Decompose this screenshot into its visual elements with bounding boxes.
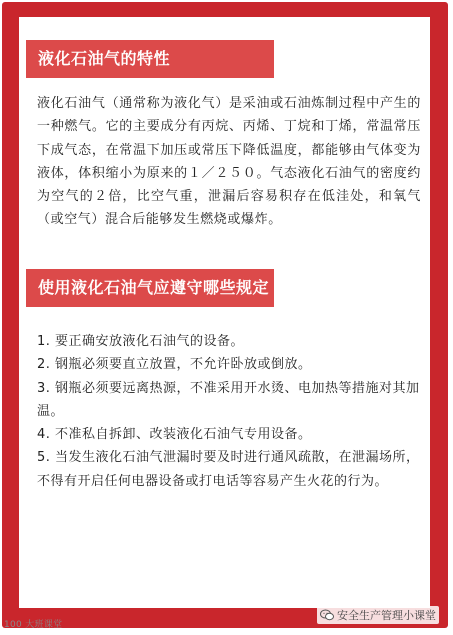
- list-item: 3. 钢瓶必须要远离热源，不准采用开水烫、电加热等措施对其加温。: [37, 380, 420, 419]
- watermark-right: [317, 606, 439, 624]
- rules-list: [37, 330, 421, 493]
- properties-paragraph: 液化石油气（通常称为液化气）是采油或石油炼制过程中产生的一种燃气。它的主要成分有丙烷、丙烯、丁烷和丁烯，常温常压下成气态，在常温下加压或常压下降低温度，都能够由气体变为液体，体积缩小为原来的１／２５０。气态液化石油气的密度约为空气的２倍，比空气重，泄漏后容易积存在低洼处，和氧气（或空气）混合后能够发生燃烧或爆炸。: [37, 96, 421, 228]
- list-item: 4. 不准私自拆卸、改装液化石油气专用设备。: [37, 427, 312, 443]
- section-title-properties: 液化石油气的特性: [26, 40, 274, 78]
- list-item: 5. 当发生液化石油气泄漏时要及时进行通风疏散，在泄漏场所，不得有开启任何电器设备或打电话等容易产生火花的行为。: [37, 450, 420, 489]
- list-item: 1. 要正确安放液化石油气的设备。: [37, 334, 245, 349]
- wechat-icon: [320, 609, 334, 621]
- watermark-left: 100 大班课堂: [4, 620, 63, 630]
- list-item: 2. 钢瓶必须要直立放置，不允许卧放或倒放。: [37, 357, 312, 373]
- section-title-rules: 使用液化石油气应遵守哪些规定: [26, 269, 274, 307]
- watermark-right-text: 安全生产管理小课堂: [337, 609, 436, 622]
